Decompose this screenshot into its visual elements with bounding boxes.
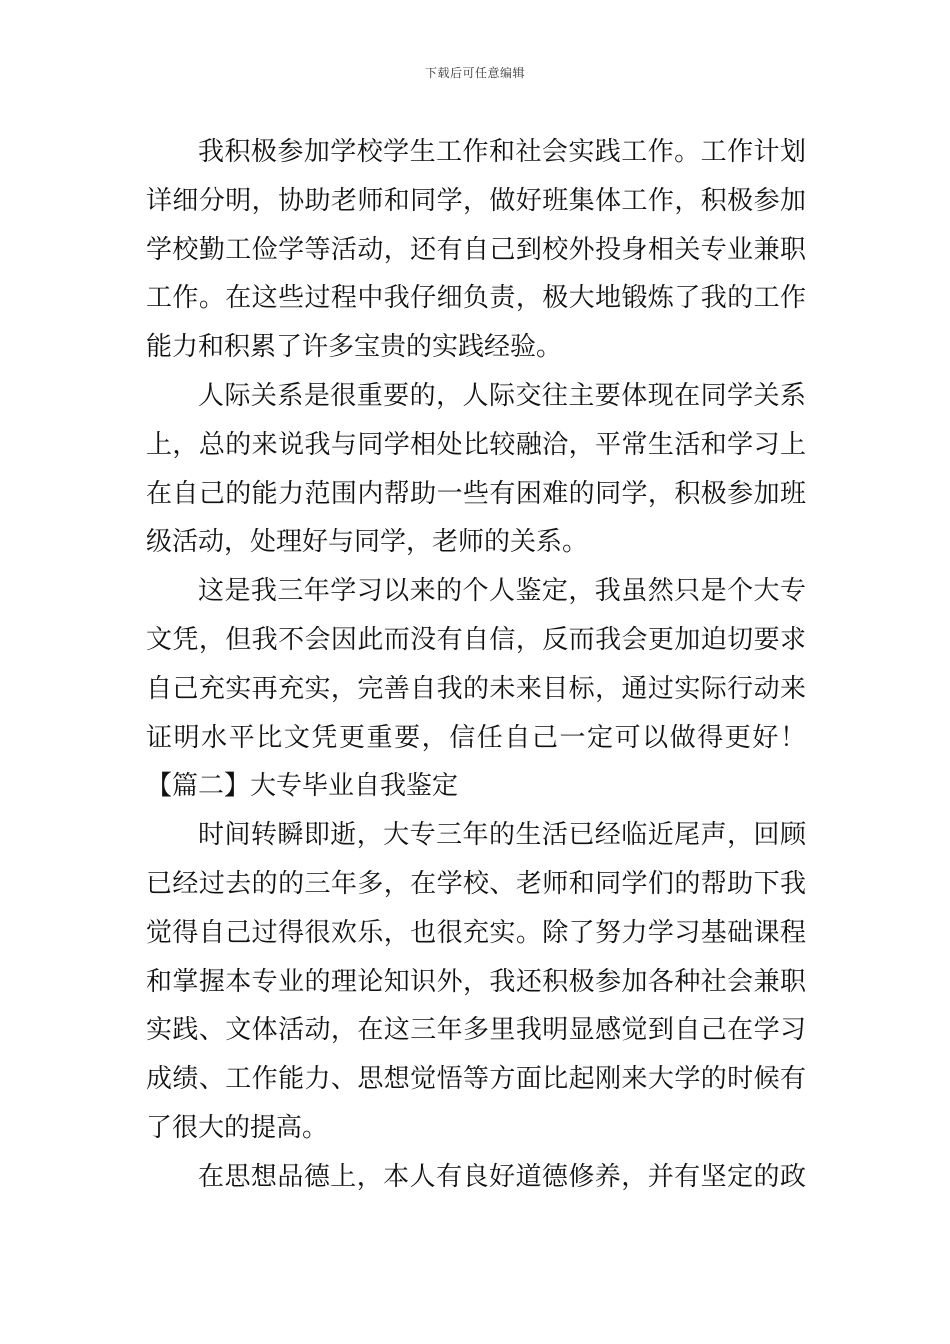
text-line: 学校勤工俭学等活动，还有自己到校外投身相关专业兼职 [146, 234, 806, 265]
text-line: 在思想品德上，本人有良好道德修养，并有坚定的政 [198, 1161, 806, 1192]
text-line: 证明水平比文凭更重要，信任自己一定可以做得更好！ [146, 722, 806, 753]
text-line: 自己充实再充实，完善自我的未来目标，通过实际行动来 [146, 673, 806, 704]
section-heading: 【篇二】大专毕业自我鉴定 [146, 771, 459, 802]
text-line: 已经过去的的三年多，在学校、老师和同学们的帮助下我 [146, 868, 806, 899]
text-line: 时间转瞬即逝，大专三年的生活已经临近尾声，回顾 [198, 820, 806, 851]
document-body [146, 128, 806, 1202]
text-line: 级活动，处理好与同学，老师的关系。 [146, 527, 589, 558]
page-header: 下载后可任意编辑 [424, 66, 525, 80]
text-line: 觉得自己过得很欢乐，也很充实。除了努力学习基础课程 [146, 917, 806, 948]
text-line: 详细分明，协助老师和同学，做好班集体工作，积极参加 [146, 185, 806, 216]
text-line: 能力和积累了许多宝贵的实践经验。 [146, 332, 563, 363]
text-line: 和掌握本专业的理论知识外，我还积极参加各种社会兼职 [146, 966, 806, 997]
text-line: 工作。在这些过程中我仔细负责，极大地锻炼了我的工作 [146, 283, 806, 314]
text-line: 在自己的能力范围内帮助一些有困难的同学，积极参加班 [146, 478, 806, 509]
text-line: 我积极参加学校学生工作和社会实践工作。工作计划 [198, 137, 806, 167]
text-line: 人际关系是很重要的，人际交往主要体现在同学关系 [198, 380, 806, 411]
text-line: 文凭，但我不会因此而没有自信，反而我会更加迫切要求 [146, 624, 806, 655]
text-line: 实践、文体活动，在这三年多里我明显感觉到自己在学习 [146, 1015, 806, 1046]
text-line: 成绩、工作能力、思想觉悟等方面比起刚来大学的时候有 [146, 1064, 806, 1095]
text-line: 上，总的来说我与同学相处比较融洽，平常生活和学习上 [146, 429, 806, 460]
text-line: 这是我三年学习以来的个人鉴定，我虽然只是个大专 [198, 576, 806, 607]
text-line: 了很大的提高。 [146, 1112, 329, 1143]
